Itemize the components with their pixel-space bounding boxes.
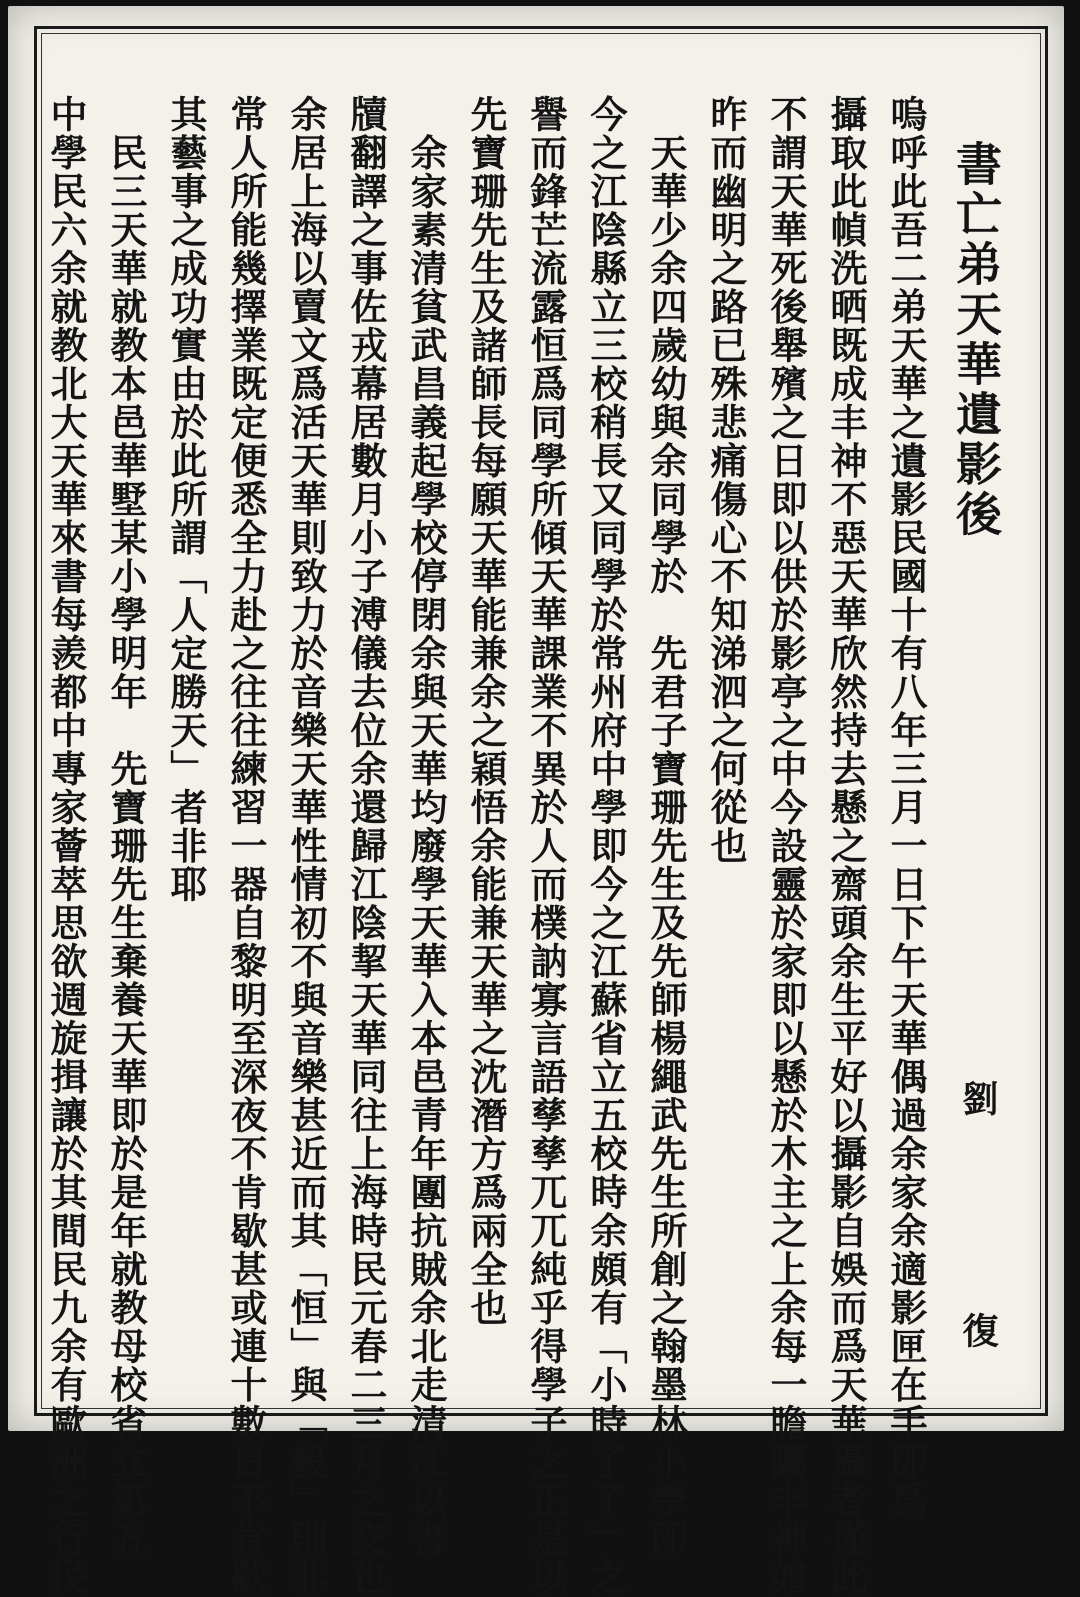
article-title: 書亡弟天華遺影後 — [949, 140, 1003, 540]
text-column-7: 譽而鋒芒流露恒爲同學所傾天華課業不異於人而樸訥寡言語孳孳兀兀純乎得學子之正是以 — [524, 95, 568, 1597]
article-author: 劉 復 — [957, 1080, 999, 1428]
text-column-15: 中學民六余就教北大天華來書每羨都中專家薈萃思欲週旋揖讓於其間民九余有歐洲之行民 — [44, 95, 88, 1597]
text-column-13: 其藝事之成功實由於此所謂「人定勝天」者非耶 — [164, 95, 208, 904]
text-column-1: 嗚呼此吾二弟天華之遺影民國十有八年三月一日下午天華偶過余家余適影匣在手即爲 — [884, 95, 928, 1520]
text-column-6: 今之江陰縣立三校稍長又同學於常州府中學即今之江蘇省立五校時余頗有「小時了了」之 — [584, 95, 628, 1597]
text-column-12: 常人所能幾擇業既定便悉全力赴之往往練習一器自黎明至深夜不肯歇甚或連十數日不肯歇 — [224, 95, 268, 1597]
text-column-8: 先寶珊先生及諸師長每願天華能兼余之穎悟余能兼天華之沈潛方爲兩全也 — [464, 95, 508, 1327]
text-column-14: 民三天華就教本邑華墅某小學明年 先寶珊先生棄養天華即於是年就教母校省立第五 — [104, 95, 148, 1558]
text-column-10: 牘翻譯之事佐戎幕居數月小子溥儀去位余還歸江陰挈天華同往上海時民元春二三月之交也 — [344, 95, 388, 1597]
text-column-9: 余家素清貧武昌義起學校停閉余與天華均廢學天華入本邑青年團抗賊余北走清江以書 — [404, 95, 448, 1558]
text-column-5: 天華少余四歲幼與余同學於 先君子寶珊先生及先師楊繩武先生所創之翰墨林小學即 — [644, 95, 688, 1558]
text-column-3: 不謂天華死後舉殯之日即以供於影亭之中今設靈於家即以懸於木主之上余每一瞻矚丰神如 — [764, 95, 808, 1597]
text-column-4: 昨而幽明之路已殊悲痛傷心不知涕泗之何從也 — [704, 95, 748, 865]
text-column-11: 余居上海以賣文爲活天華則致力於音樂天華性情初不與音樂甚近而其「恒」與「毅」則非 — [284, 95, 328, 1597]
text-column-2: 攝取此幀洗晒既成丰神不惡天華欣然持去懸之齋頭余生平好以攝影自娛而爲天華攝者僅此 — [824, 95, 868, 1597]
